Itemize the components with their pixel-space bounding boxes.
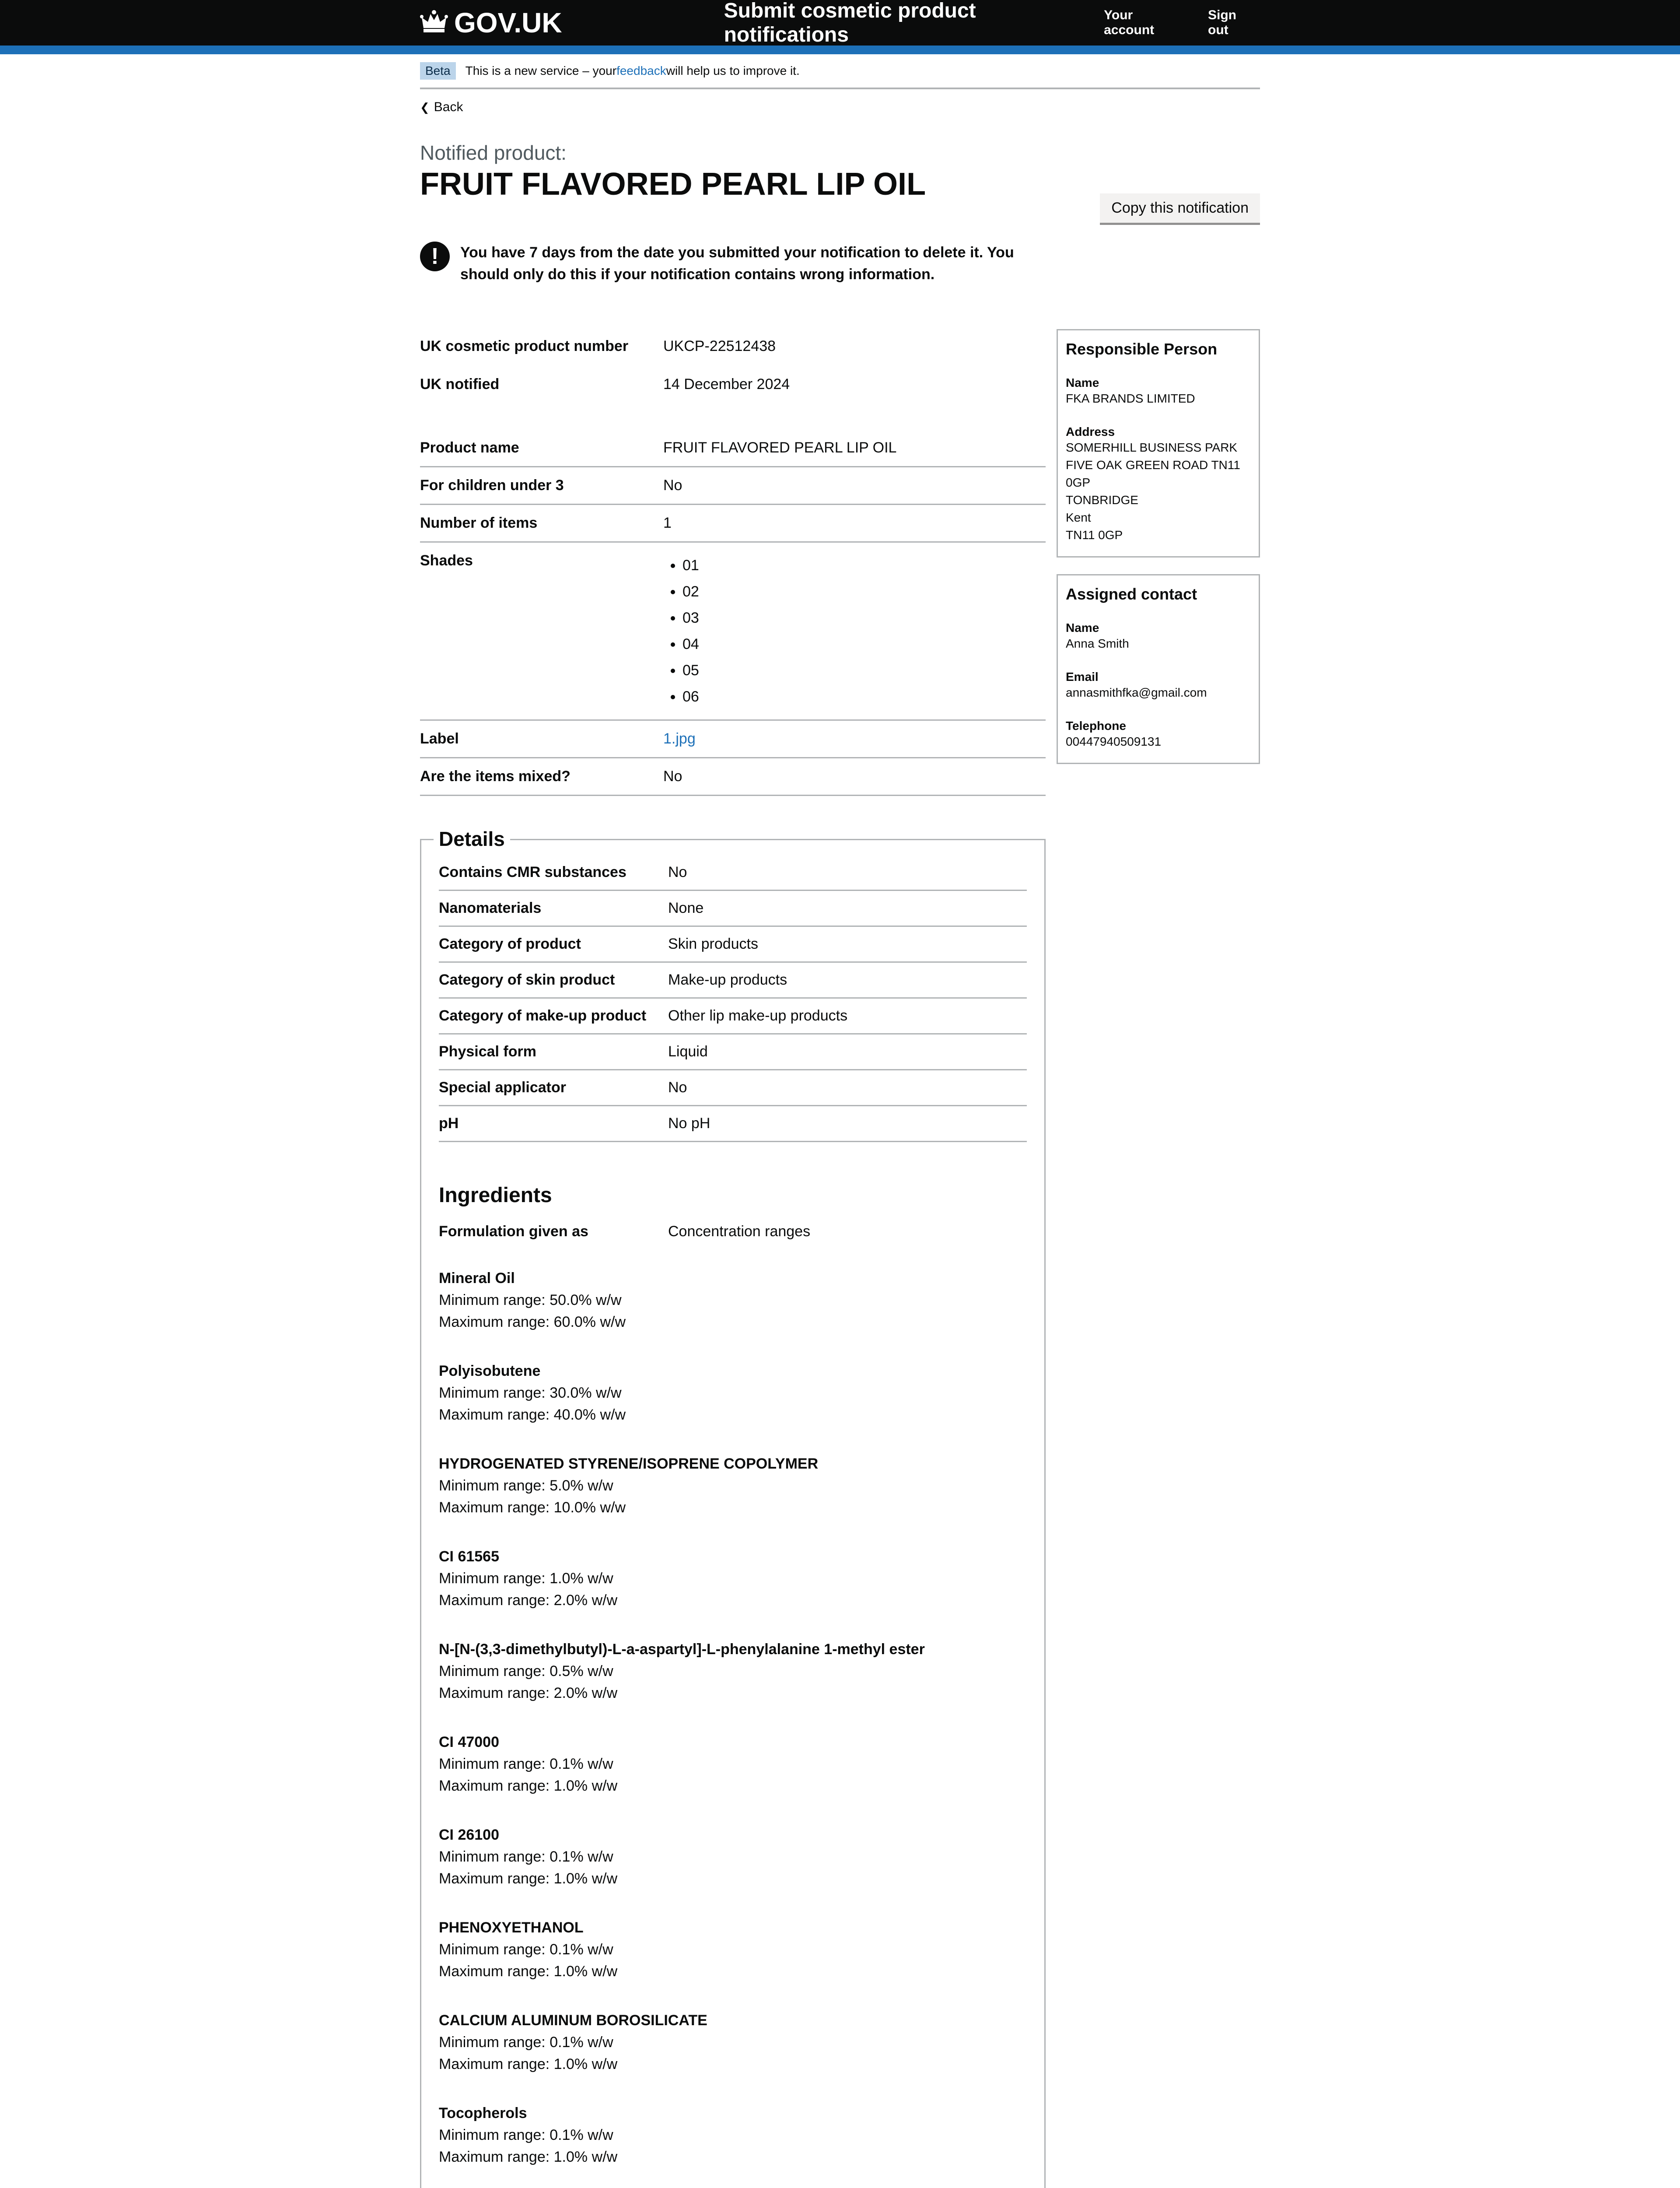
- summary-row: [420, 467, 1046, 505]
- page-caption: Notified product:: [420, 141, 567, 164]
- summary-row: [439, 891, 1027, 926]
- ingredient-name: PHENOXYETHANOL: [439, 1919, 584, 1936]
- ingredient-max: Maximum range: 1.0% w/w: [439, 1870, 618, 1887]
- ingredient-max: Maximum range: 1.0% w/w: [439, 2149, 618, 2165]
- summary-key: Category of skin product: [439, 971, 615, 988]
- chevron-left-icon: ❮: [420, 101, 430, 114]
- product-summary: [420, 430, 1046, 796]
- summary-key: Physical form: [439, 1043, 536, 1060]
- summary-value: No: [668, 864, 687, 880]
- phase-text-before: This is a new service – your: [465, 64, 617, 77]
- summary-row: [420, 430, 1046, 467]
- summary-row: [439, 926, 1027, 962]
- shade-item: • 01: [682, 552, 1046, 579]
- logo-text: GOV.UK: [454, 7, 562, 39]
- sidebar: [1057, 329, 1260, 2188]
- ingredient-item: [439, 1453, 1027, 1518]
- shade-item: • 02: [682, 579, 1046, 605]
- notification-summary: [420, 329, 1046, 405]
- summary-row: [420, 367, 1046, 405]
- warning-icon: !: [420, 242, 450, 271]
- summary-key: Shades: [420, 552, 473, 569]
- label-file-link[interactable]: 1.jpg: [663, 730, 696, 747]
- ingredient-max: Maximum range: 1.0% w/w: [439, 1778, 618, 1794]
- phase-text-after: will help us to improve it.: [666, 64, 800, 77]
- ingredient-min: Minimum range: 0.5% w/w: [439, 1663, 613, 1680]
- shade-item: • 05: [682, 657, 1046, 684]
- ingredient-max: Maximum range: 2.0% w/w: [439, 1592, 618, 1609]
- crown-icon: [420, 10, 448, 36]
- summary-row: [420, 505, 1046, 542]
- rp-address-line: TN11 0GP: [1066, 528, 1123, 542]
- summary-row: [439, 1106, 1027, 1142]
- page-title: FRUIT FLAVORED PEARL LIP OIL: [420, 167, 926, 202]
- ingredient-min: Minimum range: 30.0% w/w: [439, 1385, 622, 1401]
- ingredient-name: CI 61565: [439, 1548, 499, 1565]
- rp-address-line: FIVE OAK GREEN ROAD TN11 0GP: [1066, 458, 1240, 489]
- ingredient-name: Tocopherols: [439, 2105, 527, 2121]
- summary-value: No: [668, 1079, 687, 1096]
- ingredient-min: Minimum range: 0.1% w/w: [439, 1848, 613, 1865]
- back-label: Back: [434, 100, 463, 114]
- ingredient-name: CI 47000: [439, 1734, 499, 1750]
- responsible-person-card: [1057, 329, 1260, 558]
- shade-item: • 06: [682, 684, 1046, 710]
- summary-row: [439, 962, 1027, 998]
- ingredient-max: Maximum range: 1.0% w/w: [439, 1963, 618, 1980]
- summary-key: Label: [420, 730, 459, 747]
- summary-key: UK cosmetic product number: [420, 338, 629, 354]
- ingredient-max: Maximum range: 1.0% w/w: [439, 2056, 618, 2072]
- ingredient-min: Minimum range: 50.0% w/w: [439, 1292, 622, 1308]
- sign-out-link[interactable]: Sign out: [1208, 8, 1237, 37]
- summary-row: [420, 758, 1046, 796]
- summary-value: [663, 720, 1046, 758]
- summary-value: [663, 542, 1046, 720]
- service-name-link[interactable]: Submit cosmetic product notifications: [724, 0, 976, 46]
- rp-name: FKA BRANDS LIMITED: [1066, 392, 1195, 405]
- feedback-link[interactable]: feedback: [616, 64, 666, 77]
- ingredient-min: Minimum range: 0.1% w/w: [439, 1756, 613, 1772]
- beta-tag: Beta: [420, 62, 456, 80]
- card-label: Telephone: [1066, 719, 1126, 733]
- summary-value: Liquid: [668, 1043, 708, 1060]
- summary-row: [420, 720, 1046, 758]
- ingredient-item: [439, 1824, 1027, 1890]
- ingredient-min: Minimum range: 1.0% w/w: [439, 1570, 613, 1587]
- ingredient-max: Maximum range: 2.0% w/w: [439, 1685, 618, 1701]
- back-link[interactable]: [420, 100, 463, 115]
- ingredient-item: [439, 1917, 1027, 1982]
- ingredient-item: [439, 1546, 1027, 1611]
- ingredient-max: Maximum range: 60.0% w/w: [439, 1314, 626, 1330]
- summary-value: 1: [663, 515, 672, 531]
- summary-value: No: [663, 768, 682, 785]
- shade-item: • 04: [682, 631, 1046, 657]
- contact-email: annasmithfka@gmail.com: [1066, 686, 1207, 699]
- warning-text: [420, 242, 1046, 285]
- contact-telephone: 00447940509131: [1066, 735, 1162, 748]
- summary-key: Contains CMR substances: [439, 864, 626, 880]
- summary-value: No: [663, 477, 682, 494]
- copy-notification-button[interactable]: Copy this notification: [1100, 193, 1260, 223]
- ingredient-min: Minimum range: 0.1% w/w: [439, 2127, 613, 2143]
- ingredient-max: Maximum range: 40.0% w/w: [439, 1406, 626, 1423]
- summary-value: Other lip make-up products: [668, 1007, 848, 1024]
- govuk-logo-link[interactable]: [420, 7, 562, 39]
- your-account-link[interactable]: Your account: [1104, 8, 1155, 37]
- summary-value: FRUIT FLAVORED PEARL LIP OIL: [663, 439, 897, 456]
- summary-row: [420, 542, 1046, 720]
- header-nav: [1104, 8, 1260, 38]
- card-label: Address: [1066, 425, 1115, 438]
- rp-address-line: Kent: [1066, 511, 1091, 524]
- summary-row: [439, 1070, 1027, 1106]
- main-column: [420, 329, 1046, 2188]
- ingredient-name: CI 26100: [439, 1827, 499, 1843]
- shades-list: [663, 552, 1046, 710]
- summary-row: [439, 1034, 1027, 1070]
- summary-row: [420, 329, 1046, 367]
- summary-value: No pH: [668, 1115, 710, 1132]
- rp-address-line: TONBRIDGE: [1066, 493, 1138, 507]
- formulation-row: [439, 1223, 1027, 1240]
- ingredient-item: [439, 2009, 1027, 2075]
- assigned-contact-card: [1057, 574, 1260, 764]
- site-header: [0, 0, 1680, 54]
- ingredient-name: HYDROGENATED STYRENE/ISOPRENE COPOLYMER: [439, 1455, 819, 1472]
- card-label: Email: [1066, 670, 1099, 684]
- summary-key: Special applicator: [439, 1079, 566, 1096]
- summary-row: [439, 998, 1027, 1034]
- details-summary: [439, 855, 1027, 1142]
- summary-key: Are the items mixed?: [420, 768, 570, 785]
- ingredient-name: CALCIUM ALUMINUM BOROSILICATE: [439, 2012, 707, 2029]
- ingredient-min: Minimum range: 0.1% w/w: [439, 1941, 613, 1958]
- warning-message: You have 7 days from the date you submitted your notification to delete it. You should only do this if your notification contains wrong information.: [460, 244, 1014, 283]
- ingredient-item: [439, 2102, 1027, 2168]
- ingredient-max: Maximum range: 10.0% w/w: [439, 1499, 626, 1516]
- ingredients-heading: Ingredients: [439, 1184, 552, 1207]
- ingredient-name: Mineral Oil: [439, 1270, 515, 1287]
- card-heading: Assigned contact: [1066, 585, 1197, 603]
- shade-item: • 03: [682, 605, 1046, 631]
- details-section: [420, 828, 1046, 2188]
- ingredients-list: [439, 1267, 1027, 2188]
- summary-key: Nanomaterials: [439, 900, 542, 916]
- summary-value: Make-up products: [668, 971, 788, 988]
- summary-value: 14 December 2024: [663, 376, 790, 393]
- ingredient-item: [439, 1360, 1027, 1426]
- rp-address-line: SOMERHILL BUSINESS PARK: [1066, 441, 1238, 454]
- summary-key: Number of items: [420, 515, 538, 531]
- card-label: Name: [1066, 621, 1099, 635]
- summary-key: Category of make-up product: [439, 1007, 647, 1024]
- ingredient-item: [439, 1267, 1027, 1333]
- contact-name: Anna Smith: [1066, 637, 1129, 650]
- details-heading: Details: [434, 827, 510, 851]
- summary-key: For children under 3: [420, 477, 564, 494]
- summary-value: Skin products: [668, 936, 758, 952]
- phase-banner: [420, 54, 1260, 89]
- ingredient-item: [439, 1638, 1027, 1704]
- summary-value: UKCP-22512438: [663, 338, 776, 354]
- ingredient-min: Minimum range: 0.1% w/w: [439, 2034, 613, 2051]
- card-heading: Responsible Person: [1066, 340, 1218, 358]
- summary-key: UK notified: [420, 376, 500, 393]
- ingredient-name: N-[N-(3,3-dimethylbutyl)-L-a-aspartyl]-L-phenylalanine 1-methyl ester: [439, 1641, 925, 1658]
- ingredient-name: Polyisobutene: [439, 1363, 541, 1379]
- ingredient-min: Minimum range: 5.0% w/w: [439, 1477, 613, 1494]
- ingredient-item: [439, 1731, 1027, 1797]
- card-label: Name: [1066, 376, 1099, 389]
- summary-key: Product name: [420, 439, 519, 456]
- summary-key: pH: [439, 1115, 459, 1132]
- formulation-key: Formulation given as: [439, 1223, 588, 1240]
- summary-row: [439, 855, 1027, 891]
- summary-value: None: [668, 900, 704, 916]
- summary-key: Category of product: [439, 936, 581, 952]
- formulation-value: Concentration ranges: [668, 1223, 811, 1240]
